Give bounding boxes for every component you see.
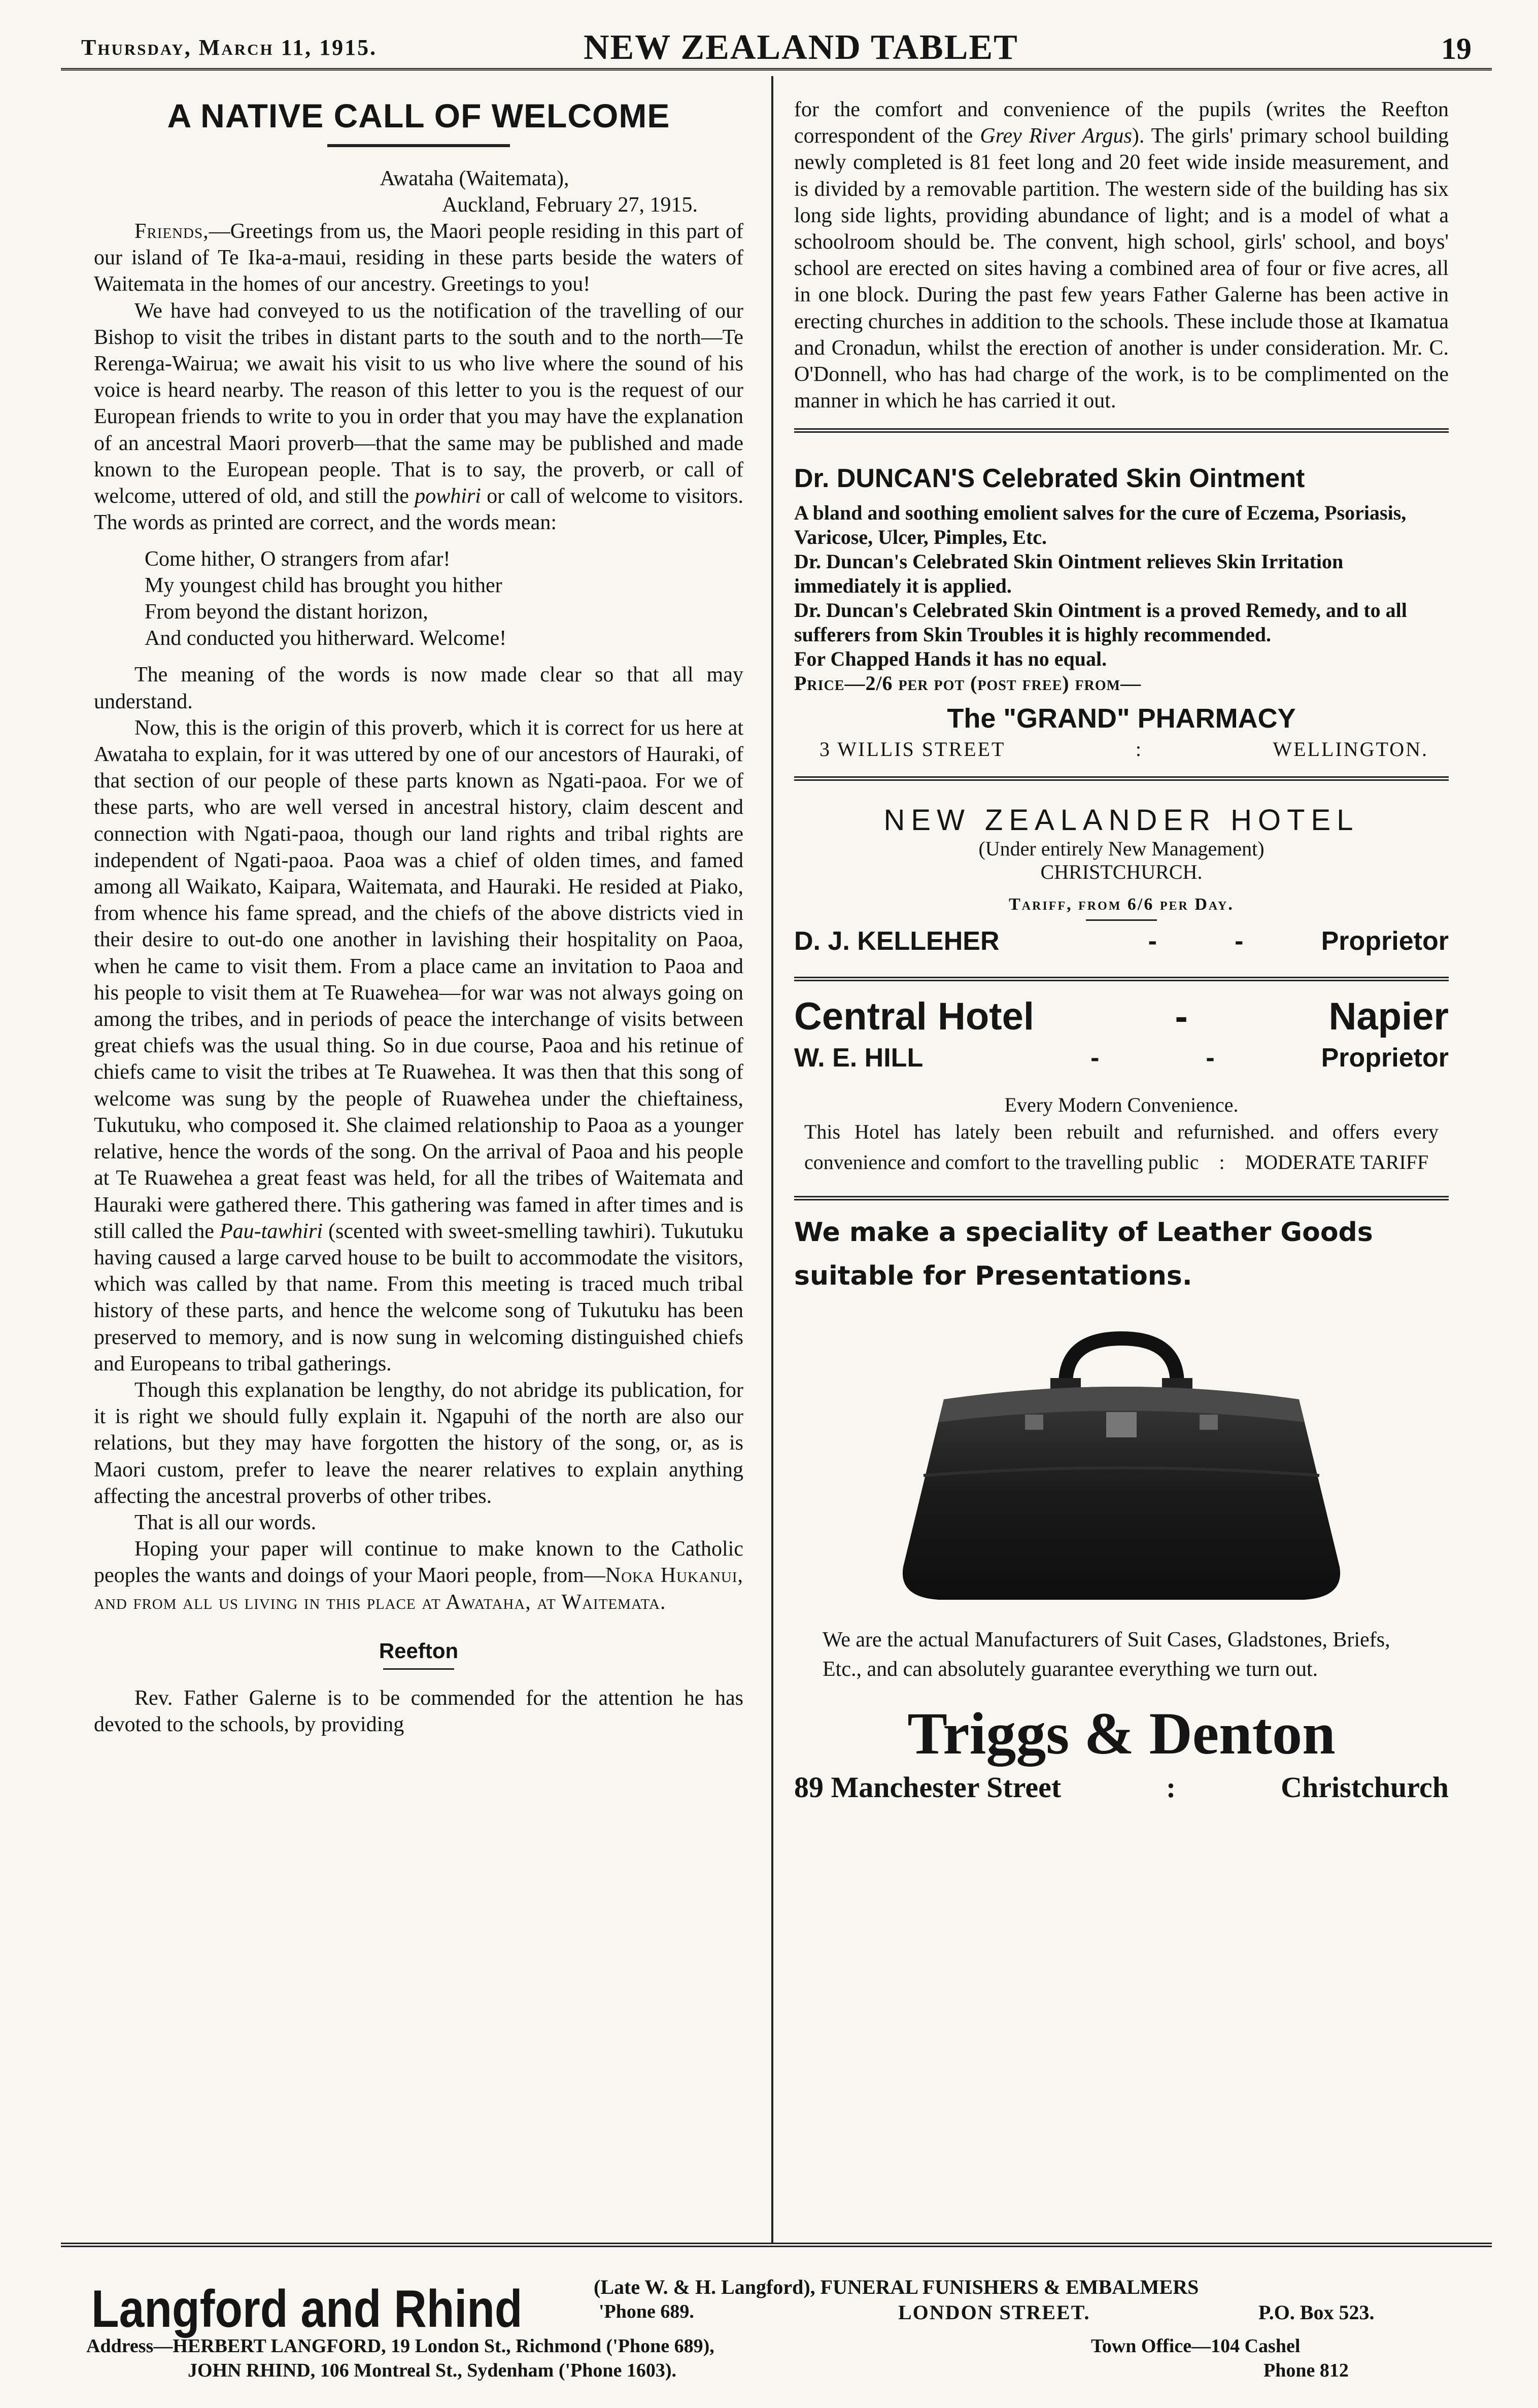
leather-ad-title: We make a speciality of Leather Goods suitable for Presentations. [794,1217,1373,1292]
pharmacy-city: WELLINGTON. [1273,738,1428,761]
central-hotel-city: Napier [1328,995,1449,1039]
central-hotel-proprietor-name: W. E. HILL [794,1043,924,1073]
header-rule [61,68,1492,71]
pharmacy-address [819,737,1428,761]
leather-goods-ad [794,1211,1449,1804]
langford-po-box: P.O. Box 523. [1258,2301,1375,2324]
central-hotel-line1: Every Modern Convenience. [1004,1093,1239,1117]
langford-address-1: Address—HERBERT LANGFORD, 19 London St., Richmond ('Phone 689), [86,2335,714,2357]
triggs-address [794,1770,1449,1804]
paragraph-text: —Greetings from us, the Maori people residing in this part of our island of Te Ika-a-maui, residing in these parts beside the waters of Waitemata in the homes of our ancestry. Greetings to you! [94,220,743,296]
masthead-title: NEW ZEALAND TABLET [584,28,1018,67]
reefton-heading: Reefton [379,1638,459,1663]
letter-address-line1: Awataha (Waitemata), [380,167,569,190]
duncan-ad-line: Dr. Duncan's Celebrated Skin Ointment is a proved Remedy, and to all sufferers from Skin Troubles it is highly recommended. [794,599,1407,646]
duncan-ad-line: A bland and soothing emolient salves for the cure of Eczema, Psoriasis, Varicose, Ulcer, Pimples, Etc. [794,501,1407,549]
leather-bag-icon [868,1323,1375,1607]
page-header [61,14,1492,65]
signoff: Noka Hukanui, and from all us living in this place at Awataha, at Waitemata. [94,1564,743,1614]
langford-rhind-name: Langford and Rhind [91,2280,523,2338]
poem-line: From beyond the distant horizon, [145,600,428,624]
central-hotel-proprietor-label: Proprietor [1321,1043,1449,1073]
article-paragraph-1 [94,218,743,298]
left-column [94,96,743,1738]
salutation: Friends, [134,220,209,243]
langford-rhind-ad [76,2273,1492,2390]
article-paragraph-6: That is all our words. [134,1510,317,1534]
article-paragraph-3: The meaning of the words is now made clear so that all may understand. [94,663,743,713]
triggs-denton-name: Triggs & Denton [907,1700,1336,1767]
duncan-ad-line: Dr. Duncan's Celebrated Skin Ointment relieves Skin Irritation immediately it is applied. [794,550,1344,598]
dash: - [1235,926,1244,956]
separator: : [1219,1151,1225,1174]
paragraph-text: ). The girls' primary school building newly completed is 81 feet long and 20 feet wide inside measurement, and is divided by a removable partition. The western side of the building has six long side lights, providing abundance of light; and is a model of what a schoolroom should be. The convent, high school, girls' school, and boys' school are erected on sites having a combined area of four or five acres, all in one block. During the past few years Father Galerne has been active in erecting churches in addition to the schools. These include those at Ikamatua and Cronadun, whilst the erection of another is under consideration. Mr. C. O'Donnell, who has had charge of the work, is to be complimented on the manner in which he has carried it out. [794,124,1449,413]
paragraph-text: for the comfort and convenience of the pupils (writes the Reefton correspondent of the [794,98,1449,148]
article-paragraph-7 [94,1536,743,1615]
moderate-tariff: MODERATE TARIFF [1245,1151,1429,1174]
central-hotel-ad [794,994,1449,1178]
column-divider [771,76,773,2243]
duncan-ad-line: For Chapped Hands it has no equal. [794,647,1107,671]
reefton-paragraph-1: Rev. Father Galerne is to be commended for the attention he has devoted to the schools, by providing [94,1686,743,1736]
hotel1-title: NEW ZEALANDER HOTEL [883,804,1359,837]
duncan-ointment-ad [794,463,1449,761]
hotel1-proprietor-label: Proprietor [1321,926,1449,956]
hotel1-proprietor-name: D. J. KELLEHER [794,926,1000,956]
reefton-rule [383,1668,454,1670]
dash: - [1148,926,1157,956]
poem-line: And conducted you hitherward. Welcome! [145,627,507,650]
central-hotel-line2 [804,1117,1439,1178]
central-hotel-name: Central Hotel [794,995,1034,1039]
tariff-rule [1086,919,1157,921]
duncan-ad-title: Dr. DUNCAN'S Celebrated Skin Ointment [794,464,1305,494]
langford-street: LONDON STREET. [898,2301,1090,2324]
langford-address-2: JOHN RHIND, 106 Montreal St., Sydenham ('Phone 1603). [188,2360,677,2381]
poem-line: Come hither, O strangers from afar! [145,547,451,571]
central-hotel-proprietor-row [794,1043,1449,1073]
dash: - [1175,995,1188,1039]
paragraph-text: We have had conveyed to us the notification of the travelling of our Bishop to visit the tribes in distant parts to the south and to the north—Te Rerenga-Wairua; we await his visit to us who live where the sound of his voice is heard nearby. The reason of this letter to you is the request of our European friends to write to you in order that you may have the explanation of an ancestral Maori proverb—that the same may be published and made known to the European people. That is to say, the proverb, or call of welcome, uttered of old, and still the [94,299,743,508]
footer-rule [61,2243,1492,2247]
hotel1-proprietor-row [794,926,1449,956]
paragraph-text: Hoping your paper will continue to make known to the Catholic peoples the wants and doings of your Maori people, from— [94,1537,743,1588]
article-paragraph-4 [94,715,743,1377]
dash: - [1090,1043,1100,1073]
section-rule [794,1196,1449,1200]
separator: : [1166,1771,1176,1804]
section-rule [794,977,1449,981]
paragraph-text: or call of welcome to visitors. The words as printed are correct, and the words mean: [94,485,743,535]
hotel1-management: (Under entirely New Management) [978,837,1264,861]
section-rule [794,776,1449,781]
article-paragraph-2 [94,298,743,536]
paragraph-text: (scented with sweet-smelling tawhiri). Tukutuku having caused a large carved house to be built to accommodate the visitors, which was called by that name. From this meeting is traced much tribal history of these parts, and hence the welcome song of Tukutuku has been preserved to memory, and is now sung in welcoming distinguished chiefs and Europeans to tribal gatherings. [94,1219,744,1375]
welcome-poem [145,546,743,651]
hotel1-tariff: Tariff, from 6/6 per Day. [1009,895,1234,914]
paragraph-text: This Hotel has lately been rebuilt and refurnished. and offers every convenience and comfort to the travelling public [804,1120,1439,1174]
poem-line: My youngest child has brought you hither [145,574,502,598]
pharmacy-street: 3 WILLIS STREET [819,738,1006,761]
italic-term: powhiri [415,485,481,508]
langford-town-office: Town Office—104 Cashel [1091,2335,1301,2357]
new-zealander-hotel-ad [794,803,1449,956]
italic-term: Pau-tawhiri [219,1219,323,1243]
pharmacy-separator: : [1135,738,1143,761]
dash: - [1206,1043,1215,1073]
article-paragraph-5: Though this explanation be lengthy, do not abridge its publication, for it is right we should fully explain it. Ngapuhi of the north are also our relations, but they may have forgotten the history of the song, or, as is Maori custom, prefer to leave the nearer relatives to explain anything affecting the ancestral proverbs of other tribes. [94,1378,743,1508]
letter-address-line2: Auckland, February 27, 1915. [442,193,698,217]
leather-bag-illustration [794,1323,1449,1610]
reefton-paragraph-2 [794,96,1449,414]
langford-late-line: (Late W. & H. Langford), FUNERAL FUNISHERS & EMBALMERS [594,2276,1199,2298]
central-hotel-title-row [794,994,1449,1039]
right-column [794,96,1449,1804]
duncan-ad-price: Price—2/6 per pot (post free) from— [794,672,1142,695]
hotel1-city: CHRISTCHURCH. [1040,861,1203,884]
page-number: 19 [1441,32,1472,65]
title-rule [327,144,510,147]
langford-phone: 'Phone 689. [599,2301,694,2322]
section-rule [794,428,1449,433]
langford-town-phone: Phone 812 [1263,2360,1349,2381]
italic-term: Grey River Argus [980,124,1132,148]
header-date: Thursday, March 11, 1915. [81,35,378,60]
leather-ad-body: We are the actual Manufacturers of Suit Cases, Gladstones, Briefs, Etc., and can absolutely guarantee everything we turn out. [823,1628,1390,1681]
paragraph-text: Now, this is the origin of this proverb, which it is correct for us here at Awataha to explain, for it was uttered by one of our ancestors of Hauraki, of that section of our people of these parts known as Ngati-paoa. For we of these parts, who are well versed in ancestral history, claim descent and connection with Ngati-paoa, though our land rights and tribal rights are independent of Ngati-paoa. Paoa was a chief of olden times, and famed among all Waikato, Kaipara, Waitemata, and Hauraki. He resided at Piako, from whence his fame spread, and the chiefs of the above districts vied in their desire to out-do one another in lavishing their hospitality on Paoa, when he came to visit them. From a place came an invitation to Paoa and his people to visit them at Te Ruawehea—for war was not always going on among the tribes, and in periods of peace the interchange of visits between great chiefs was the usual thing. So in due course, Paoa and his retinue of chiefs came to visit the tribes at Te Ruawehea. It was then that this song of welcome was sung by the people of Ruawehea under the chieftainess, Tukutuku, who composed it. She claimed relationship to Paoa as a younger relative, hence the words of the song. On the arrival of Paoa and his people at Te Ruawehea a great feast was held, for all the tribes of Waitemata and Hauraki were gathered there. This gathering was famed in after times and is still called the [94,716,743,1243]
triggs-city: Christchurch [1281,1771,1449,1804]
triggs-street: 89 Manchester Street [794,1771,1062,1804]
article-title: A NATIVE CALL OF WELCOME [167,97,670,134]
pharmacy-name: The "GRAND" PHARMACY [947,703,1296,734]
